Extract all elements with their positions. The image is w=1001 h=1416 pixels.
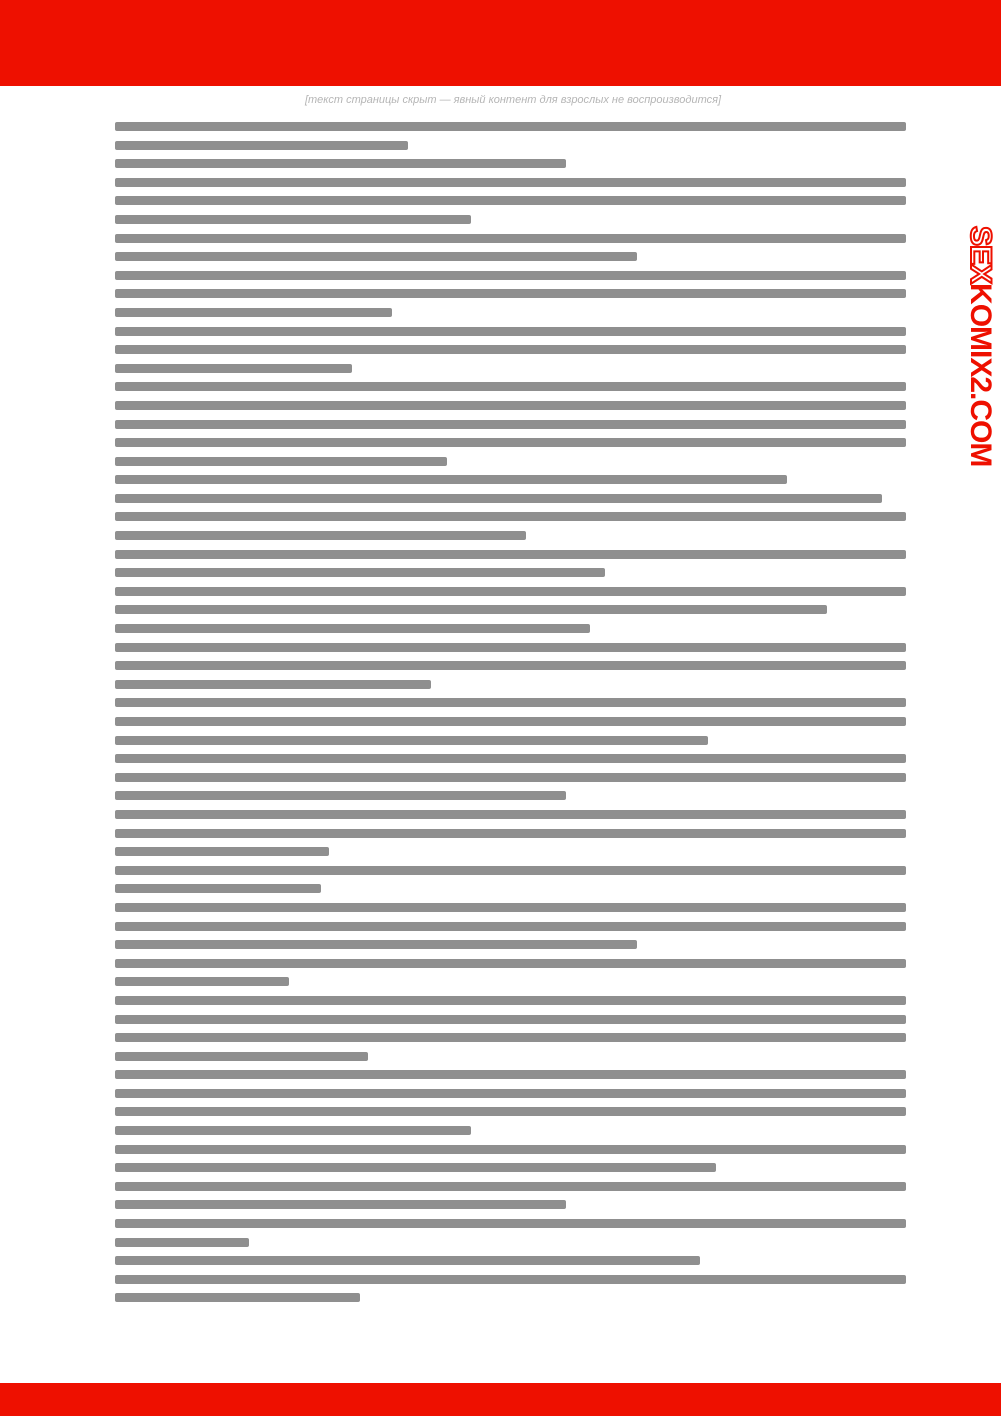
redacted-paragraph [115, 234, 906, 262]
redacted-text-line [115, 215, 471, 224]
redacted-paragraph [115, 1219, 906, 1247]
site-watermark [965, 226, 995, 466]
watermark-sex-outline: SEX [964, 226, 997, 284]
redacted-paragraph [115, 903, 906, 949]
redacted-text-line [115, 1070, 906, 1079]
redacted-text-line [115, 289, 906, 298]
redacted-paragraph [115, 327, 906, 373]
redacted-paragraph [115, 643, 906, 689]
redacted-text-line [115, 457, 447, 466]
redacted-text-line [115, 977, 289, 986]
redacted-text-line [115, 884, 321, 893]
redacted-paragraph [115, 810, 906, 856]
redacted-text-line [115, 587, 906, 596]
redacted-text-line [115, 754, 906, 763]
redacted-paragraph [115, 475, 906, 484]
redacted-paragraph [115, 754, 906, 800]
redacted-paragraph [115, 382, 906, 465]
redacted-text-line [115, 1015, 906, 1024]
redacted-text-line [115, 1182, 906, 1191]
redacted-paragraph [115, 959, 906, 987]
redacted-text-line [115, 475, 787, 484]
redacted-text-line [115, 1089, 906, 1098]
redacted-text-line [115, 698, 906, 707]
redacted-text-line [115, 122, 906, 131]
redacted-text-line [115, 364, 352, 373]
redacted-text-line [115, 1163, 716, 1172]
redacted-paragraph [115, 271, 906, 317]
redacted-text-line [115, 420, 906, 429]
redacted-text-line [115, 866, 906, 875]
redacted-paragraph [115, 996, 906, 1061]
redacted-text-line [115, 1107, 906, 1116]
redacted-text-line [115, 308, 392, 317]
redacted-text-line [115, 959, 906, 968]
redacted-text-line [115, 605, 827, 614]
redacted-text-line [115, 903, 906, 912]
redacted-text-line [115, 829, 906, 838]
redacted-paragraph [115, 866, 906, 894]
redacted-text-line [115, 940, 637, 949]
redacted-text-line [115, 382, 906, 391]
redacted-text-line [115, 1275, 906, 1284]
redacted-text-line [115, 922, 906, 931]
redacted-text-line [115, 1145, 906, 1154]
redacted-text-line [115, 1293, 360, 1302]
redacted-paragraph [115, 1275, 906, 1303]
redacted-text-line [115, 178, 906, 187]
redacted-text-line [115, 1052, 368, 1061]
redacted-text-line [115, 271, 906, 280]
bottom-red-banner [0, 1383, 1001, 1416]
redacted-text-line [115, 141, 408, 150]
redacted-text-line [115, 1126, 471, 1135]
redacted-text-line [115, 159, 566, 168]
redacted-paragraph [115, 550, 906, 578]
redacted-text-line [115, 550, 906, 559]
redacted-text-line [115, 531, 526, 540]
redacted-text-line [115, 512, 906, 521]
redacted-text-line [115, 996, 906, 1005]
redacted-text-line [115, 1219, 906, 1228]
redacted-text-line [115, 736, 708, 745]
redacted-text-line [115, 847, 329, 856]
redacted-text-line [115, 401, 906, 410]
redacted-text-line [115, 1256, 700, 1265]
redacted-text-line [115, 234, 906, 243]
redacted-paragraph [115, 178, 906, 224]
redacted-paragraph [115, 1145, 906, 1173]
redacted-paragraph [115, 1256, 906, 1265]
redacted-text-line [115, 773, 906, 782]
redacted-text-line [115, 791, 566, 800]
redacted-text-line [115, 196, 906, 205]
redacted-paragraph [115, 122, 906, 150]
redacted-text-line [115, 717, 906, 726]
redacted-text-line [115, 345, 906, 354]
redacted-text-line [115, 327, 906, 336]
redacted-text-line [115, 252, 637, 261]
redacted-text-block [115, 122, 906, 1312]
redacted-text-line [115, 624, 590, 633]
redacted-text-line [115, 438, 906, 447]
redacted-paragraph [115, 159, 906, 168]
redaction-notice: [текст страницы скрыт — явный контент для взрослых не воспроизводится] [304, 94, 722, 106]
redacted-paragraph [115, 1070, 906, 1135]
top-red-banner [0, 0, 1001, 86]
redacted-text-line [115, 643, 906, 652]
redacted-paragraph [115, 494, 906, 503]
redacted-paragraph [115, 587, 906, 633]
redacted-paragraph [115, 698, 906, 744]
redacted-text-line [115, 568, 605, 577]
redacted-text-line [115, 1238, 249, 1247]
redacted-paragraph [115, 512, 906, 540]
redacted-text-line [115, 661, 906, 670]
redacted-text-line [115, 1200, 566, 1209]
redacted-text-line [115, 1033, 906, 1042]
redacted-text-line [115, 680, 431, 689]
redacted-paragraph [115, 1182, 906, 1210]
redacted-text-line [115, 810, 906, 819]
watermark-domain-text: KOMIX2.COM [964, 283, 997, 467]
redacted-text-line [115, 494, 882, 503]
